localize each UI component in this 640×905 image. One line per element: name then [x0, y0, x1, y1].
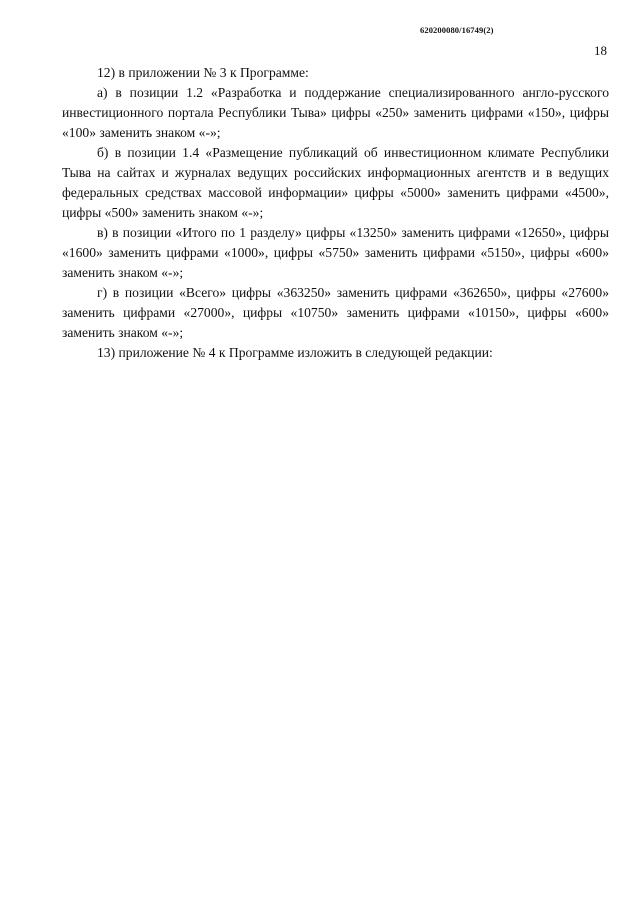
page-number: 18	[594, 43, 607, 58]
document-code: 620200080/16749(2)	[420, 25, 494, 35]
paragraph-item-13: 13) приложение № 4 к Программе изложить в следующей редакции:	[97, 345, 493, 360]
paragraph-subitem-a: а) в позиции 1.2 «Разработка и поддержание специализированного англо-русского инвестиционного портала Республики Тыва» цифры «250» заменить цифрами «150», цифры «100» заменить знаком «-»;	[62, 85, 609, 140]
paragraph-item-12: 12) в приложении № 3 к Программе:	[97, 65, 309, 80]
document-body	[62, 63, 609, 363]
paragraph-subitem-b: б) в позиции 1.4 «Размещение публикаций об инвестиционном климате Республики Тыва на сайтах и журналах ведущих российских информационных агентств и в ведущих федеральных средствах массовой информации» цифры «5000» заменить цифрами «4500», цифры «500» заменить знаком «-»;	[62, 145, 609, 220]
paragraph-subitem-g: г) в позиции «Всего» цифры «363250» заменить цифрами «362650», цифры «27600» заменить цифрами «27000», цифры «10750» заменить цифрами «10150», цифры «600» заменить знаком «-»;	[62, 285, 609, 340]
paragraph-subitem-v: в) в позиции «Итого по 1 разделу» цифры «13250» заменить цифрами «12650», цифры «1600» заменить цифрами «1000», цифры «5750» заменить цифрами «5150», цифры «600» заменить знаком «-»;	[62, 225, 609, 280]
